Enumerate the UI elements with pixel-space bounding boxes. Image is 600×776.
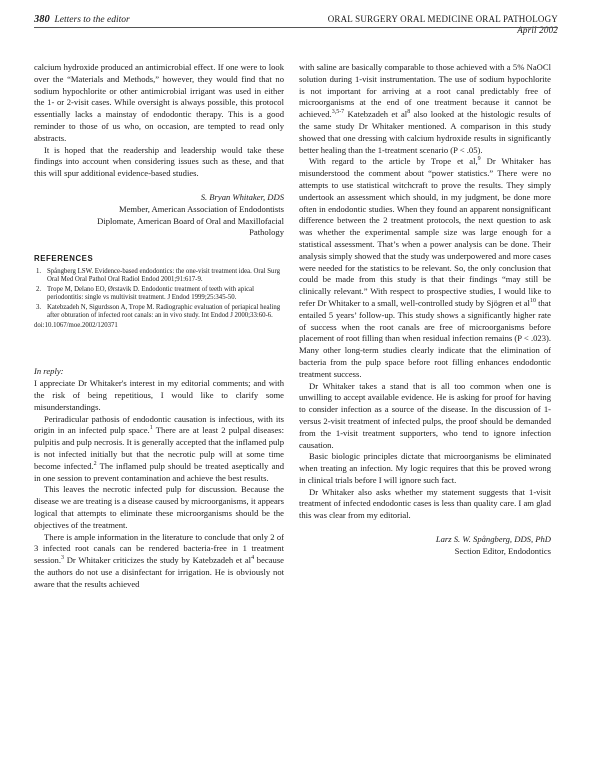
citation-marker: 3: [60, 555, 64, 562]
letter-signature: [34, 192, 284, 239]
citation-marker: 3,5-7: [331, 109, 345, 116]
issue-date: April 2002: [517, 25, 558, 35]
reference-item: 2. Trope M, Delano EO, Ørstavik D. Endodontic treatment of teeth with apical periodontitis: single vs multivisit treatment. J Endod 1999;25:345-50.: [36, 285, 255, 302]
author-name: S. Bryan Whitaker, DDS: [200, 191, 284, 202]
editor-name: Larz S. W. Spångberg, DDS, PhD: [435, 534, 551, 545]
reply-paragraph: This leaves the necrotic infected pulp for discussion. Because the disease we are treating is a disease caused by microorganisms, it appears logical that attempts to eliminate these microorganisms should be the objectives of the treatment.: [34, 484, 284, 530]
left-column: [34, 62, 284, 591]
header-right: [328, 14, 558, 36]
references-list: [34, 268, 284, 321]
citation-marker: 9: [477, 156, 481, 163]
citation-marker: 10: [529, 298, 536, 305]
running-header: [34, 14, 558, 44]
reply-paragraph: Dr Whitaker also asks whether my statement suggests that 1-visit treatment of infected endodontic cases is less than quality care. I am glad this was clear from my editorial.: [299, 486, 551, 521]
header-rule: [34, 27, 558, 28]
doi: doi:10.1067/moe.2002/120371: [34, 321, 118, 329]
page-number: 380: [34, 14, 50, 25]
editor-title: Section Editor, Endodontics: [454, 545, 551, 556]
header-left: [34, 14, 130, 25]
reply-paragraph: with saline are basically comparable to those achieved with a 5% NaOCl solution during 1-visit instrumentation. The use of sodium hypochlorite is not important for arriving at a root canal predictably free of microorganisms at the end of one treatment because it cannot be achieved.$^{3,5-7}$ Katebzadeh et $al^8$ also looked at the histologic results of the same study Dr Whitaker mentioned. A comparison in this study showed that one dressing with calcium hydroxide results in significantly better healing than the 1-treatment scenario (P < .05).: [299, 62, 552, 155]
right-column: [299, 62, 551, 558]
citation-marker: 4: [251, 555, 255, 562]
author-affiliation: Diplomate, American Board of Oral and Maxillofacial: [97, 215, 284, 226]
reply-paragraph: There is ample information in the literature to conclude that only 2 of 3 infected root canals can be rendered bacteria-free in 1 treatment session.$^3$ Dr Whitaker criticizes the study by Katebzadeh et $al^4$ because the authors do not use a disinfectant for irrigation. He is obviously not aware that the results achieved: [34, 531, 284, 589]
reply-paragraph: I appreciate Dr Whitaker's interest in my editorial comments; and with the risk of being repetitious, I would like to clarify some misunderstandings.: [34, 378, 284, 412]
letter-paragraph: It is hoped that the readership and leadership would take these findings into account when considering issues such as these, and that this will spur additional evidence-based studies.: [34, 144, 284, 179]
reference-item: 3. Katebzadeh N, Sigurdsson A, Trope M. Radiographic evaluation of periapical healing after obturation of infected root canals: an in vivo study. Int Endod J 2000;33:60-6.: [36, 303, 281, 320]
reply-paragraph: Periradicular pathosis of endodontic causation is infectious, with its origin in an infected pulp space.$^1$ There are at least 2 pulpal diseases: pulpitis and pulp necrosis. It is generally accepted that the inflamed pulp is not infected initially but that the necrotic pulp will at some time become infected.$^2$ The inflamed pulp should be treated aseptically and in one session to prevent contamination and achieve the best results.: [34, 413, 284, 483]
reply-paragraph: Basic biologic principles dictate that microorganisms be eliminated when treating an infection. My logic requires that this be proved wrong in clinical trials before I will ignore such fact.: [299, 451, 551, 485]
reply-paragraph: Dr Whitaker takes a stand that is all too common when one is unwilling to accept available evidence. He is asking for proof for having to consider infection as a source of the disease. In the discussion of 1- versus 2-visit treatment of infected pulps, the proof should be demanded from the 1-visit treatment supporters, who tend to ignore infection causation.: [299, 380, 551, 450]
reply-label: In reply:: [34, 366, 64, 377]
reference-item: 1. Spångberg LSW. Evidence-based endodontics: the one-visit treatment idea. Oral Surg Oral Med Oral Pathol Oral Radiol Endod 2001;91:617-9.: [36, 267, 280, 284]
citation-marker: 8: [407, 109, 411, 116]
author-affiliation: Pathology: [249, 227, 284, 238]
reply-paragraph: With regard to the article by Trope et al,$^9$ Dr Whitaker has misunderstood the comment about “power statistics.” There were no attempts to use statistical witchcraft to prove the results. They simply undertook an assessment which should, in my judgment, be done more often in endodontic studies. When they found an apparent nonsignificant difference between the 2 treatment protocols, the next question to ask was whether the experimental sample size was large enough for a statistical assessment. That’s when a power analysis can be done. Their analysis simply showed that the study was underpowered and more cases were needed for the statistics to be relevant. So, the only conclusion that could be made from this study is that their findings “may still be clinically relevant.” With respect to prospective studies, I would like to refer Dr Whitaker to a small, well-controlled study by Sjögren et $al^{10}$ that entailed 5 years’ follow-up. This study shows a significantly higher rate of success when the root canals are free of microorganisms before placement of root filling than when residual infection remains (P < .023). Many other long-term studies clearly indicate that the elimination of bacteria from the pulp space before root filling enhances endodontic treatment success.: [299, 156, 551, 379]
journal-name: ORAL SURGERY ORAL MEDICINE ORAL PATHOLOGY: [327, 14, 558, 24]
author-affiliation: Member, American Association of Endodontists: [118, 203, 284, 214]
citation-marker: 1: [149, 425, 153, 432]
references-heading: REFERENCES: [34, 254, 94, 264]
reply-signature: [299, 534, 551, 558]
letter-paragraph: calcium hydroxide produced an antimicrobial effect. If one were to look over the “Materials and Methods,” however, they would find that no sodium hypochlorite or other antimicrobial irrigant was used in either the 1- or 2-visit cases. While oversight is always possible, this protocol essentially lacks a mainstay of endodontic therapy. This is a good reminder to those of us who, on occasion, are tempted to read only abstracts.: [34, 62, 284, 143]
citation-marker: 2: [93, 460, 97, 467]
section-name: Letters to the editor: [54, 15, 130, 25]
